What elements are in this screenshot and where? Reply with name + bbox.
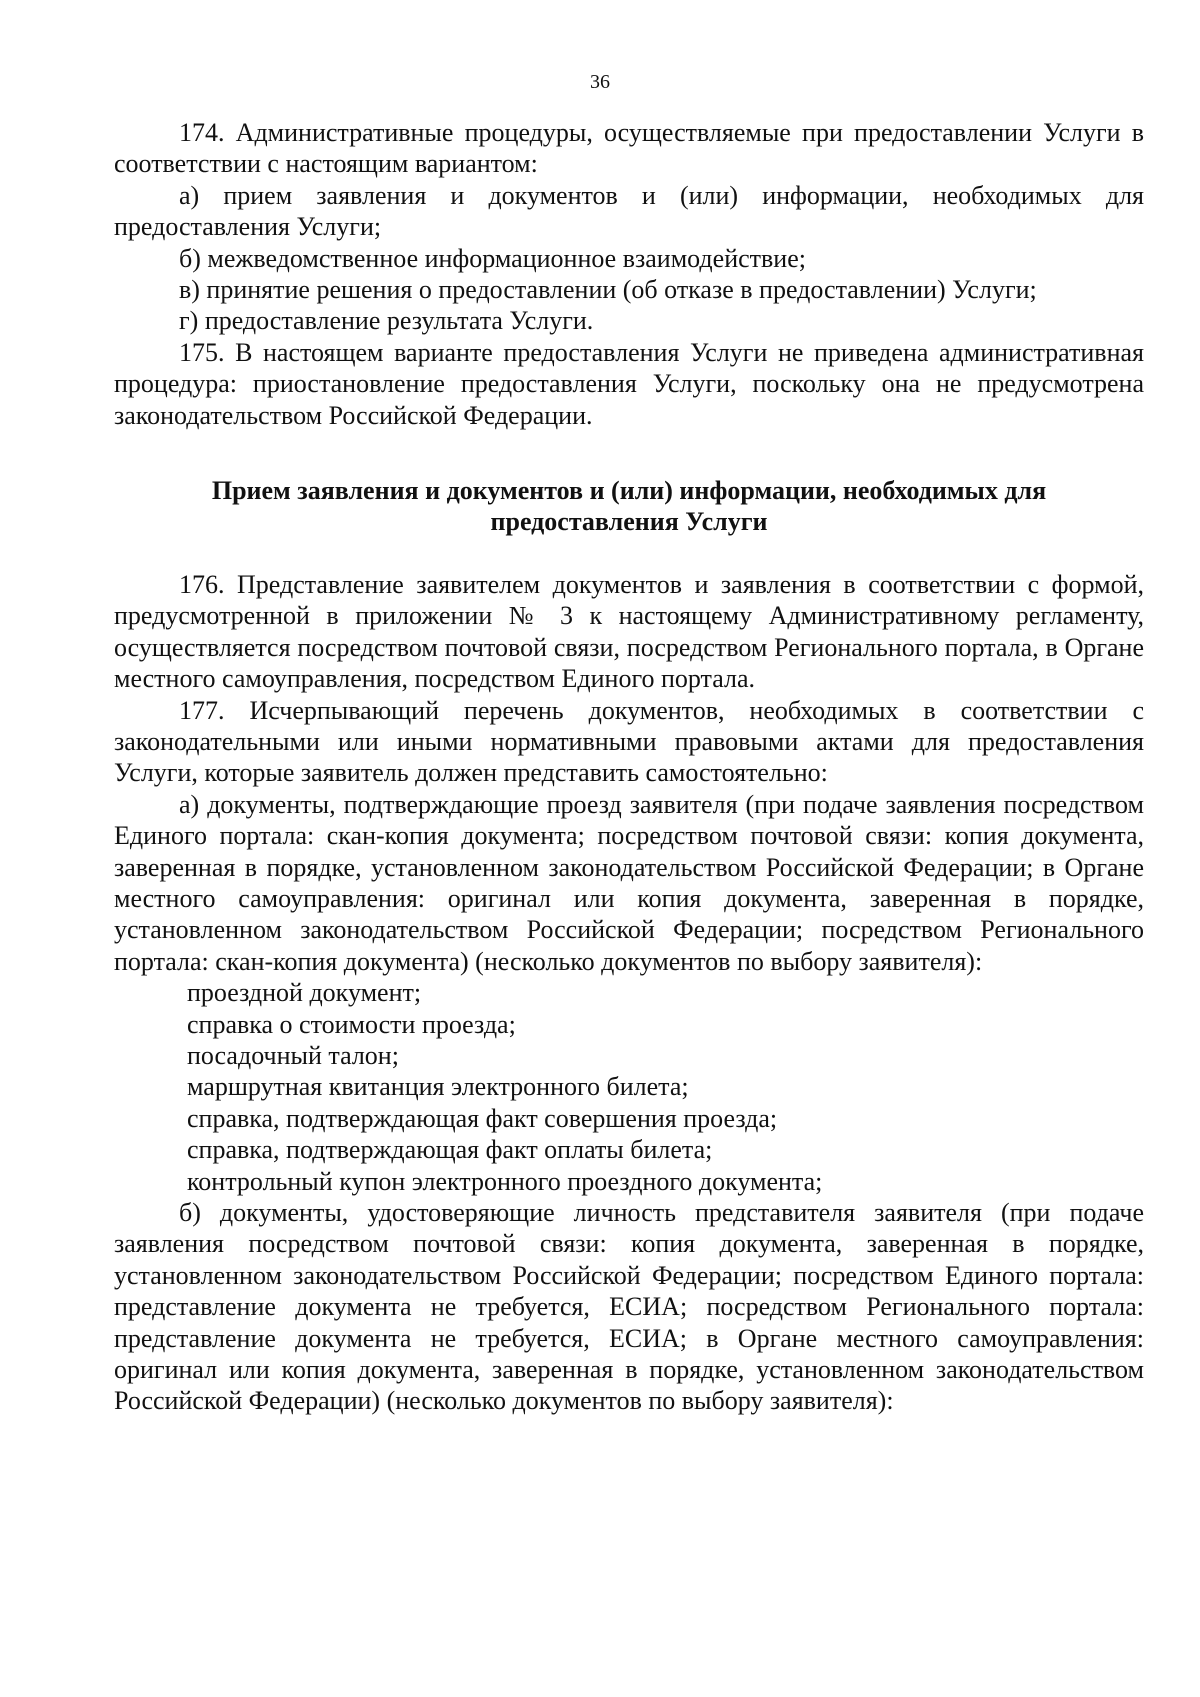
subitem-b-documents: б) документы, удостоверяющие личность представителя заявителя (при подаче заявления посредством почтовой связи: копия документа, заверенная в порядке, установленном законодательством Российской Федерации; посредством Единого портала: представление документа не требуется, ЕСИА; посредством Регионального портала: представление документа не требуется, ЕСИА; в Органе местного самоуправления: оригинал или копия документа, заверенная в порядке, установленном законодательством Российской Федерации) (несколько документов по выбору заявителя):: [114, 1198, 1144, 1416]
subitem-a-procedure: а) прием заявления и документов и (или) информации, необходимых для предоставления Услуги;: [114, 180, 1144, 242]
section-heading-line-2: предоставления Услуги: [490, 507, 768, 537]
subitem-b-procedure: б) межведомственное информационное взаимодействие;: [179, 243, 806, 273]
list-item-payment-confirmation: справка, подтверждающая факт оплаты билета;: [187, 1135, 713, 1165]
list-item-boarding-pass: посадочный талон;: [187, 1040, 399, 1070]
page-number: 36: [590, 71, 610, 93]
document-body: [114, 117, 1144, 1417]
subitem-c-procedure: в) принятие решения о предоставлении (об отказе в предоставлении) Услуги;: [179, 275, 1037, 305]
paragraph-175: 175. В настоящем варианте предоставления Услуги не приведена административная процедура: приостановление предоставления Услуги, поскольку она не предусмотрена законодательством Российской Федерации.: [114, 337, 1144, 430]
list-item-fare-certificate: справка о стоимости проезда;: [187, 1009, 516, 1039]
subitem-d-procedure: г) предоставление результата Услуги.: [179, 306, 594, 336]
list-item-travel-document: проездной документ;: [187, 978, 422, 1008]
paragraph-174: 174. Административные процедуры, осуществляемые при предоставлении Услуги в соответствии с настоящим вариантом:: [114, 118, 1144, 179]
list-item-e-ticket-receipt: маршрутная квитанция электронного билета;: [187, 1072, 689, 1102]
subitem-a-documents: а) документы, подтверждающие проезд заявителя (при подаче заявления посредством Единого портала: скан-копия документа; посредством почтовой связи: копия документа, заверенная в порядке, установленном законодательством Российской Федерации; в Органе местного самоуправления: оригинал или копия документа, заверенная в порядке, установленном законодательством Российской Федерации; посредством Регионального портала: скан-копия документа) (несколько документов по выбору заявителя):: [114, 789, 1144, 976]
paragraph-177: 177. Исчерпывающий перечень документов, необходимых в соответствии с законодательными или иными нормативными правовыми актами для предоставления Услуги, которые заявитель должен представить самостоятельно:: [114, 695, 1144, 788]
list-item-travel-confirmation: справка, подтверждающая факт совершения проезда;: [187, 1103, 778, 1133]
paragraph-176: 176. Представление заявителем документов и заявления в соответствии с формой, предусмотренной в приложении № 3 к настоящему Административному регламенту, осуществляется посредством почтовой связи, посредством Регионального портала, в Органе местного самоуправления, посредством Единого портала.: [114, 569, 1144, 694]
section-heading: [114, 475, 1144, 538]
section-heading-line-1: Прием заявления и документов и (или) информации, необходимых для: [211, 476, 1047, 506]
list-item-control-coupon: контрольный купон электронного проездного документа;: [187, 1166, 823, 1196]
